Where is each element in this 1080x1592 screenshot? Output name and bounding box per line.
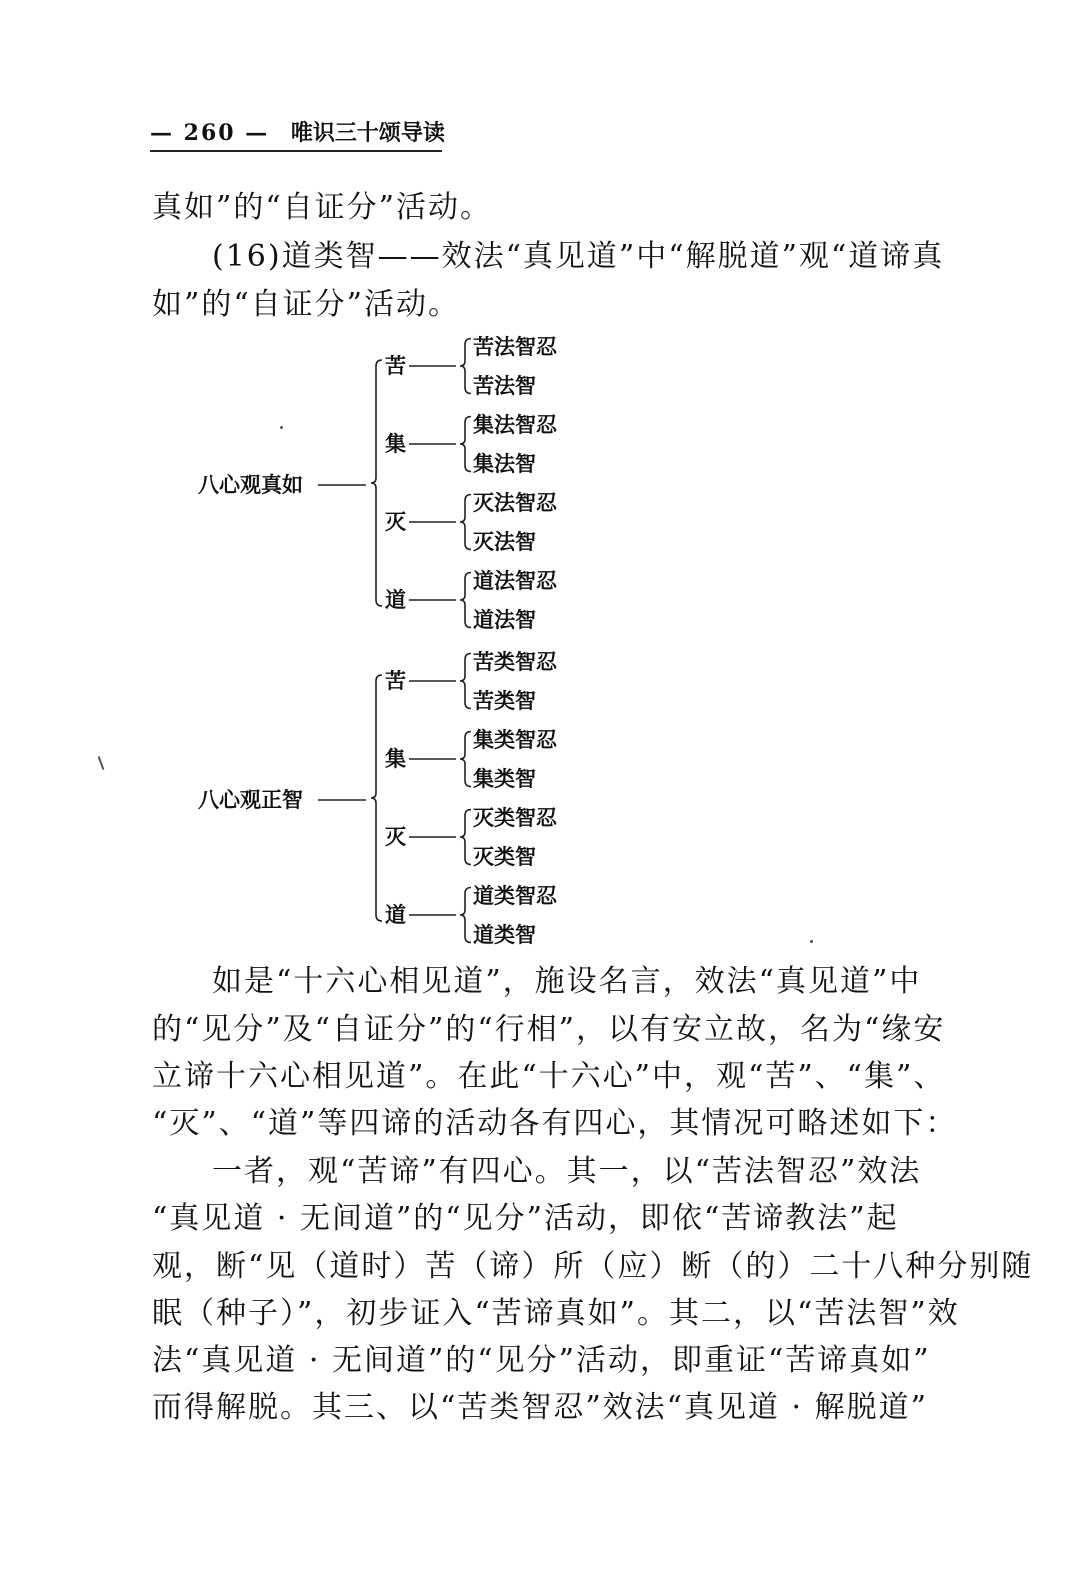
- leaf-brace: [460, 888, 471, 943]
- text-line: 法“真见道 · 无间道”的“见分”活动，即重证“苦谛真如”: [152, 1343, 931, 1378]
- text-line: (16)道类智——效法“真见道”中“解脱道”观“道谛真: [212, 239, 945, 274]
- leaf-label: 苦类智: [473, 687, 536, 713]
- truth-label: 灭: [385, 509, 406, 534]
- text-line: 的“见分”及“自证分”的“行相”，以有安立故，名为“缘安: [152, 1012, 946, 1047]
- text-line: 如”的“自证分”活动。: [152, 287, 461, 322]
- text-line: 而得解脱。其三、以“苦类智忍”效法“真见道 · 解脱道”: [152, 1390, 928, 1425]
- leaf-brace: [460, 417, 471, 472]
- truth-label: 苦: [385, 668, 406, 693]
- leaf-brace: [460, 654, 471, 709]
- truth-label: 道: [385, 902, 406, 927]
- leaf-label: 苦法智忍: [473, 333, 557, 359]
- leaf-brace: [460, 732, 471, 787]
- leaf-label: 集法智忍: [473, 411, 557, 437]
- group-brace: [371, 675, 382, 921]
- leaf-label: 苦法智: [473, 372, 536, 398]
- leaf-brace: [460, 810, 471, 865]
- leaf-label: 道法智忍: [473, 567, 557, 593]
- text-line: “真见道 · 无间道”的“见分”活动，即依“苦谛教法”起: [152, 1201, 899, 1236]
- text-line: 一者，观“苦谛”有四心。其一，以“苦法智忍”效法: [212, 1154, 922, 1189]
- leaf-label: 集类智: [473, 765, 536, 791]
- page-number: — 260 —: [150, 120, 270, 146]
- group-brace: [371, 360, 382, 606]
- leaf-brace: [460, 495, 471, 550]
- truth-label: 集: [385, 431, 406, 456]
- truth-label: 集: [385, 746, 406, 771]
- leaf-label: 灭类智: [473, 843, 536, 869]
- leaf-brace: [460, 573, 471, 628]
- scan-speck: [280, 426, 283, 429]
- leaf-label: 灭类智忍: [473, 804, 557, 830]
- truth-label: 灭: [385, 824, 406, 849]
- leaf-label: 集法智: [473, 450, 536, 476]
- diagram-root-label: 八心观正智: [198, 787, 303, 812]
- text-line: 真如”的“自证分”活动。: [152, 190, 493, 225]
- truth-label: 道: [385, 587, 406, 612]
- book-title: 唯识三十颂导读: [290, 120, 445, 146]
- text-line: 眠（种子）”，初步证入“苦谛真如”。其二，以“苦法智”效: [152, 1296, 960, 1331]
- leaf-label: 集类智忍: [473, 726, 557, 752]
- leaf-label: 灭法智: [473, 528, 536, 554]
- scan-speck: [810, 940, 813, 943]
- truth-label: 苦: [385, 353, 406, 378]
- leaf-label: 道法智: [473, 606, 536, 632]
- leaf-label: 道类智忍: [473, 882, 557, 908]
- text-line: 观，断“见（道时）苦（谛）所（应）断（的）二十八种分别随: [152, 1249, 1034, 1284]
- leaf-label: 灭法智忍: [473, 489, 557, 515]
- leaf-label: 苦类智忍: [473, 648, 557, 674]
- diagram-root-label: 八心观真如: [198, 472, 303, 497]
- leaf-label: 道类智: [473, 921, 536, 947]
- text-line: 如是“十六心相见道”，施设名言，效法“真见道”中: [212, 964, 922, 999]
- text-line: 立谛十六心相见道”。在此“十六心”中，观“苦”、“集”、: [152, 1059, 946, 1094]
- leaf-brace: [460, 339, 471, 394]
- text-line: “灭”、“道”等四谛的活动各有四心，其情况可略述如下：: [152, 1106, 958, 1141]
